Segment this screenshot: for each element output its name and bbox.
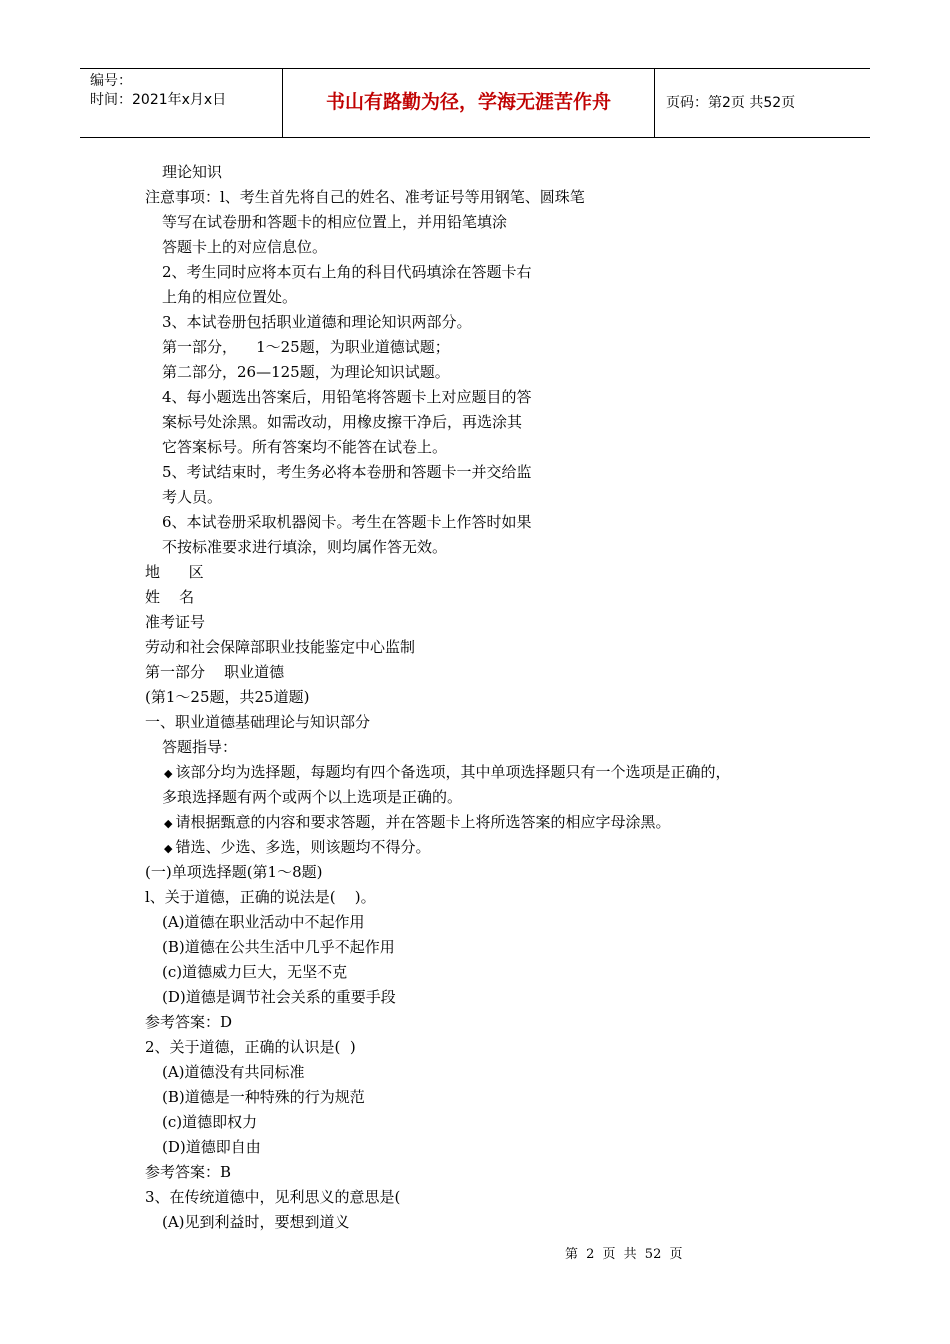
guide-item — [164, 837, 430, 859]
note-line: 答题卡上的对应信息位。 — [162, 238, 328, 256]
time-label: 时间：2021年x月x日 — [90, 92, 227, 108]
name-field-label: 姓 名 — [145, 588, 195, 606]
note-line: 上角的相应位置处。 — [162, 288, 298, 306]
guide-text: 错选、少选、多选，则该题均不得分。 — [175, 838, 431, 856]
question-text: l、关于道德，正确的说法是( )。 — [145, 888, 376, 906]
region-field-label: 地 区 — [145, 563, 204, 581]
question-option: (A)道德在职业活动中不起作用 — [162, 913, 365, 931]
guide-label: 答题指导： — [162, 738, 238, 756]
question-text: 3、在传统道德中，见利思义的意思是( — [145, 1188, 401, 1206]
question-option: (c)道德威力巨大，无坚不克 — [162, 963, 348, 981]
note-line: 不按标准要求进行填涂，则均属作答无效。 — [162, 538, 448, 556]
issuer-line: 劳动和社会保障部职业技能鉴定中心监制 — [145, 638, 416, 656]
question-option: (c)道德即权力 — [162, 1113, 258, 1131]
note-line: 它答案标号。所有答案均不能答在试卷上。 — [162, 438, 448, 456]
note-line: 等写在试卷册和答题卡的相应位置上，并用铅笔填涂 — [162, 213, 508, 231]
note-line: 3、本试卷册包括职业道德和理论知识两部分。 — [162, 313, 472, 331]
question-text: 2、关于道德，正确的认识是( ) — [145, 1038, 356, 1056]
note-line: 6、本试卷册采取机器阅卡。考生在答题卡上作答时如果 — [162, 513, 532, 531]
diamond-bullet-icon: ◆ — [164, 767, 173, 780]
reference-answer: 参考答案：B — [145, 1163, 232, 1181]
part-title: 第一部分 职业道德 — [145, 663, 285, 681]
header-meta — [90, 72, 226, 110]
note-line: 第二部分，26—125题，为理论知识试题。 — [162, 363, 450, 381]
note-line: 考人员。 — [162, 488, 223, 506]
header-page-info: 页码：第2页 共52页 — [666, 95, 796, 111]
diamond-bullet-icon: ◆ — [164, 842, 173, 855]
note-line: 第一部分， 1～25题，为职业道德试题； — [162, 338, 450, 356]
document-header — [80, 68, 870, 138]
guide-text: 请根据甄意的内容和要求答题，并在答题卡上将所选答案的相应字母涂黑。 — [175, 813, 671, 831]
note-line: 注意事项：l、考生首先将自己的姓名、准考证号等用钢笔、圆珠笔 — [145, 188, 585, 206]
guide-item — [164, 762, 730, 784]
exam-id-field-label: 准考证号 — [145, 613, 206, 631]
question-option: (A)道德没有共同标准 — [162, 1063, 305, 1081]
guide-item — [164, 812, 670, 834]
section-heading: 一、职业道德基础理论与知识部分 — [145, 713, 371, 731]
question-option: (B)道德是一种特殊的行为规范 — [162, 1088, 365, 1106]
note-line: 4、每小题选出答案后，用铅笔将答题卡上对应题目的答 — [162, 388, 532, 406]
question-option: (D)道德即自由 — [162, 1138, 261, 1156]
intro-title: 理论知识 — [162, 163, 223, 181]
reference-answer: 参考答案：D — [145, 1013, 233, 1031]
note-line: 案标号处涂黑。如需改动，用橡皮擦干净后，再选涂其 — [162, 413, 523, 431]
question-option: (A)见到利益时，要想到道义 — [162, 1213, 350, 1231]
note-line: 2、考生同时应将本页右上角的科目代码填涂在答题卡右 — [162, 263, 532, 281]
question-option: (D)道德是调节社会关系的重要手段 — [162, 988, 396, 1006]
header-divider — [654, 69, 655, 137]
header-slogan: 书山有路勤为径，学海无涯苦作舟 — [325, 91, 611, 113]
question-group-heading: (一)单项选择题(第1～8题) — [145, 863, 323, 881]
guide-text: 多琅选择题有两个或两个以上选项是正确的。 — [162, 788, 463, 806]
number-label: 编号： — [90, 73, 132, 89]
guide-text: 该部分均为选择题，每题均有四个备选项，其中单项选择题只有一个选项是正确的， — [175, 763, 731, 781]
diamond-bullet-icon: ◆ — [164, 817, 173, 830]
note-line: 5、考试结束时，考生务必将本卷册和答题卡一并交给监 — [162, 463, 532, 481]
page-footer: 第 2 页 共 52 页 — [565, 1247, 683, 1262]
question-option: (B)道德在公共生活中几乎不起作用 — [162, 938, 395, 956]
part-range: (第1～25题，共25道题) — [145, 688, 310, 706]
